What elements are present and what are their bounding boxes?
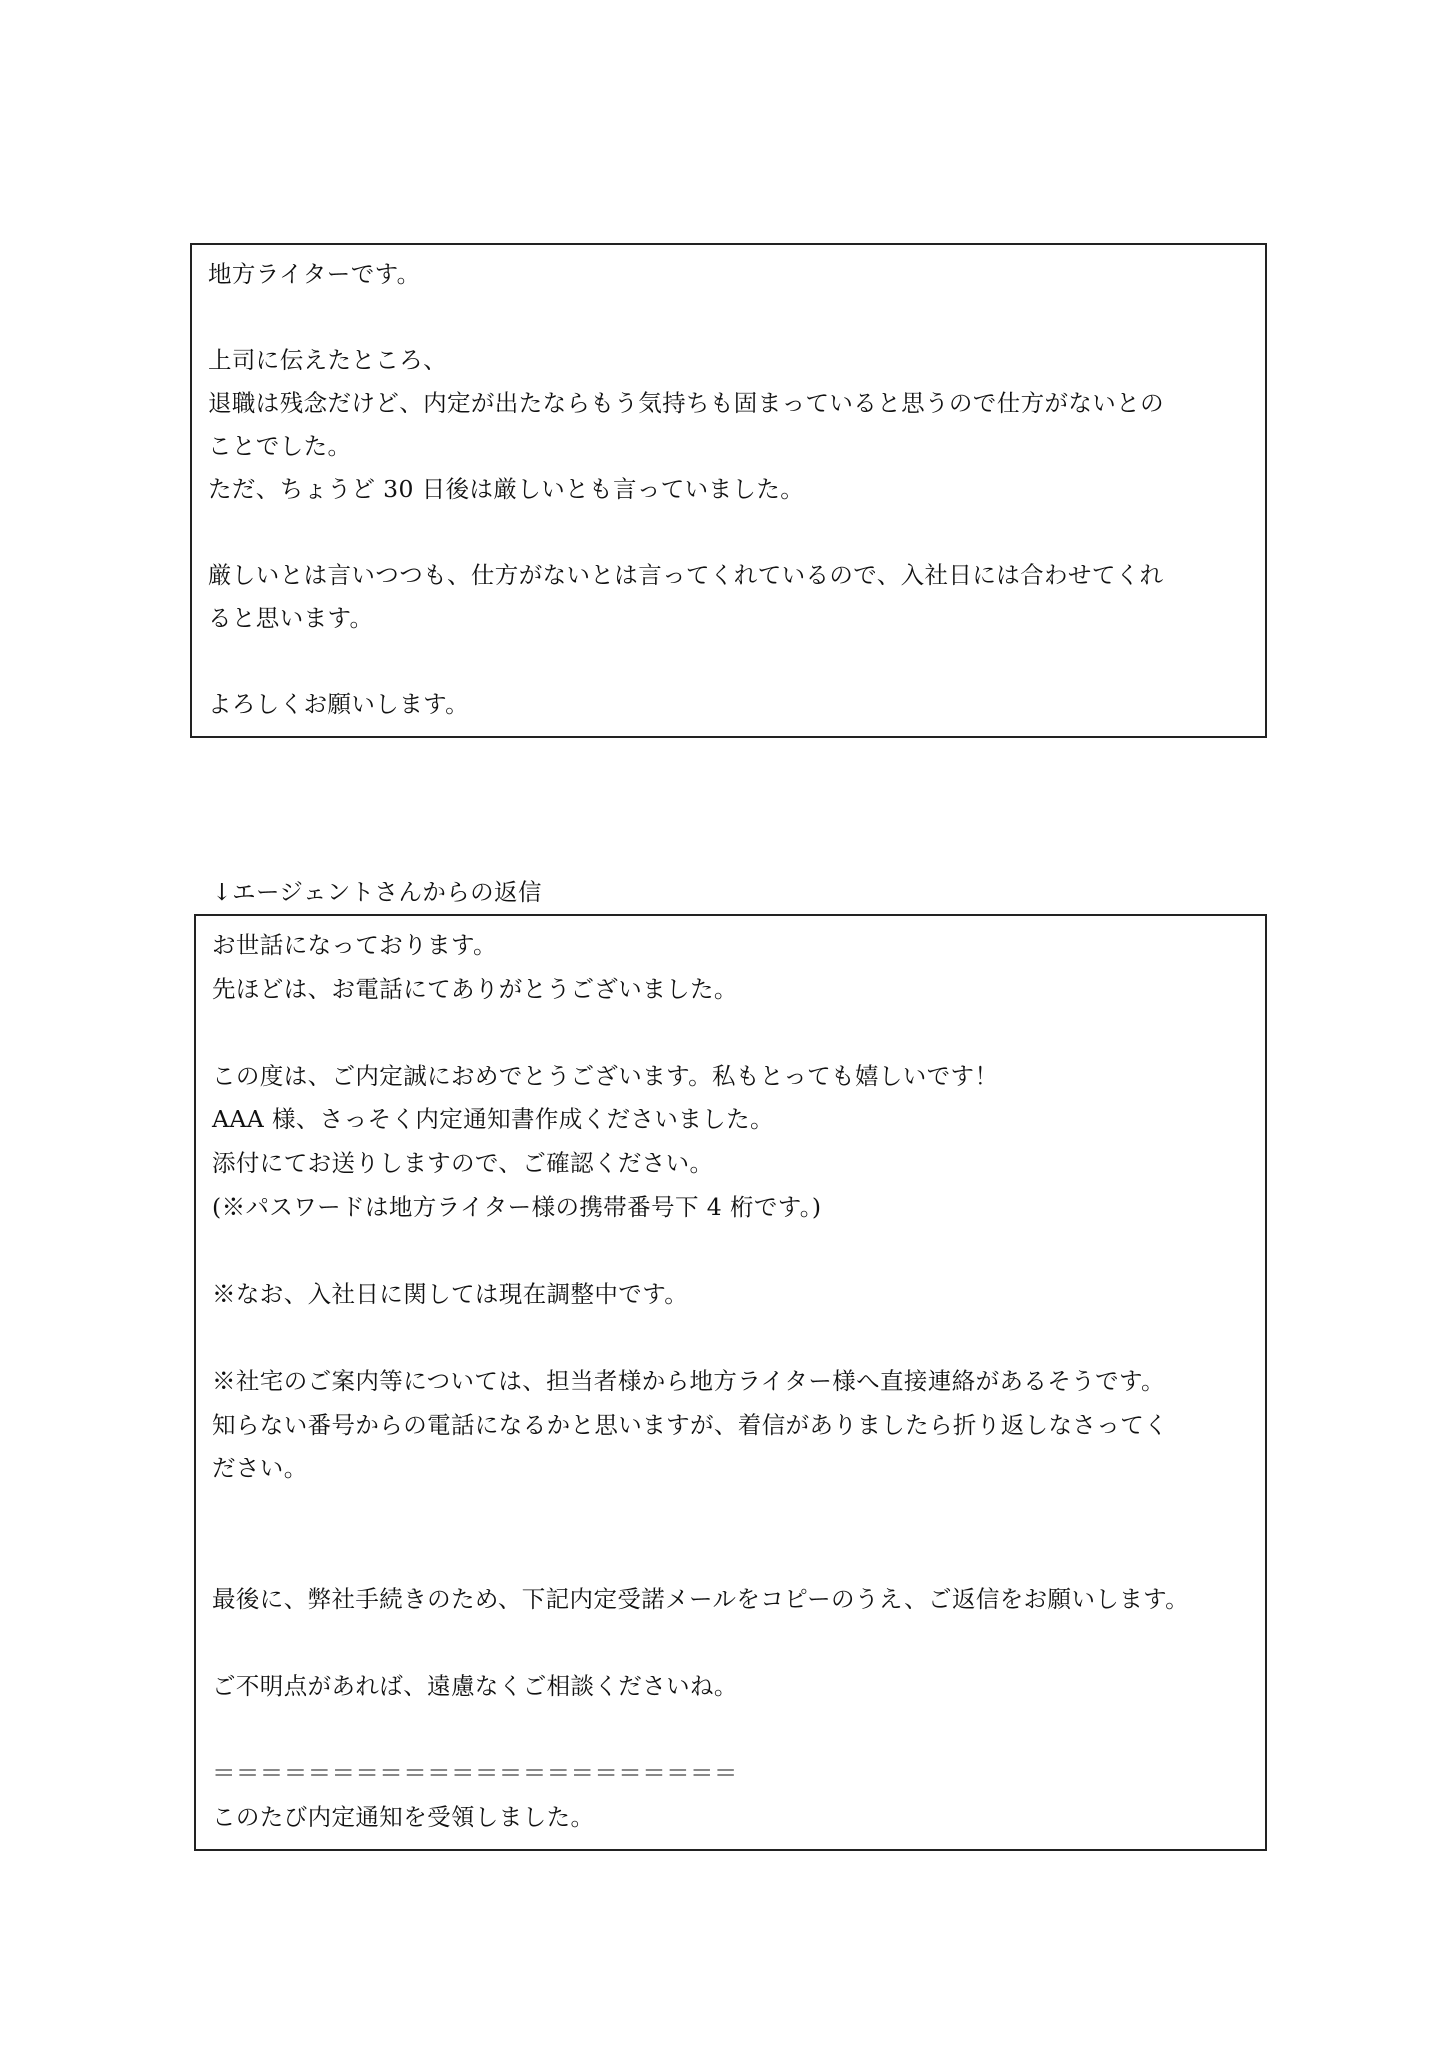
reply-line	[212, 1491, 1249, 1535]
reply-line: (※パスワードは地方ライター様の携帯番号下 4 桁です。)	[212, 1192, 822, 1221]
message-line	[208, 296, 1249, 339]
message-line: ると思います。	[208, 604, 374, 632]
reply-line	[212, 1709, 1249, 1753]
reply-line: この度は、ご内定誠におめでとうございます。私もとっても嬉しいです！	[212, 1061, 999, 1090]
reply-line	[212, 1622, 1249, 1666]
reply-line: このたび内定通知を受領しました。	[212, 1802, 595, 1831]
message-line: 上司に伝えたところ、	[208, 346, 447, 374]
message-line: ことでした。	[208, 432, 352, 460]
reply-line: ださい。	[212, 1454, 308, 1483]
reply-line: お世話になっております。	[212, 931, 497, 959]
reply-line: 知らない番号からの電話になるかと思いますが、着信がありましたら折り返しなさってく	[212, 1410, 1168, 1439]
reply-line: ご不明点があれば、遠慮なくご相談くださいね。	[212, 1672, 738, 1701]
reply-line: AAA 様、さっそく内定通知書作成くださいました。	[212, 1105, 774, 1134]
reply-line	[212, 1011, 1249, 1055]
reply-line: 最後に、弊社手続きのため、下記内定受諾メールをコピーのうえ、ご返信をお願いします。	[212, 1584, 1190, 1613]
separator-line: ＝＝＝＝＝＝＝＝＝＝＝＝＝＝＝＝＝＝＝＝＝＝	[212, 1759, 738, 1788]
agent-reply-label: ↓エージェントさんからの返信	[212, 878, 542, 906]
message-line: よろしくお願いします。	[208, 690, 470, 718]
reply-line: 先ほどは、お電話にてありがとうございました。	[212, 974, 738, 1003]
reply-line	[212, 1534, 1249, 1578]
message-box-agent	[194, 914, 1267, 1851]
reply-line: ※社宅のご案内等については、担当者様から地方ライター様へ直接連絡があるそうです。	[212, 1366, 1165, 1395]
message-line	[208, 511, 1249, 554]
message-line: 退職は残念だけど、内定が出たならもう気持ちも固まっていると思うので仕方がないとの	[208, 389, 1164, 417]
reply-line	[212, 1316, 1249, 1360]
reply-line: ※なお、入社日に関しては現在調整中です。	[212, 1279, 689, 1308]
message-line: ただ、ちょうど 30 日後は厳しいとも言っていました。	[208, 475, 805, 503]
reply-line	[212, 1229, 1249, 1273]
message-line: 厳しいとは言いつつも、仕方がないとは言ってくれているので、入社日には合わせてくれ	[208, 561, 1164, 589]
message-box-writer	[190, 243, 1267, 738]
message-line	[208, 640, 1249, 683]
reply-line: 添付にてお送りしますので、ご確認ください。	[212, 1148, 714, 1177]
message-line: 地方ライターです。	[208, 260, 421, 288]
